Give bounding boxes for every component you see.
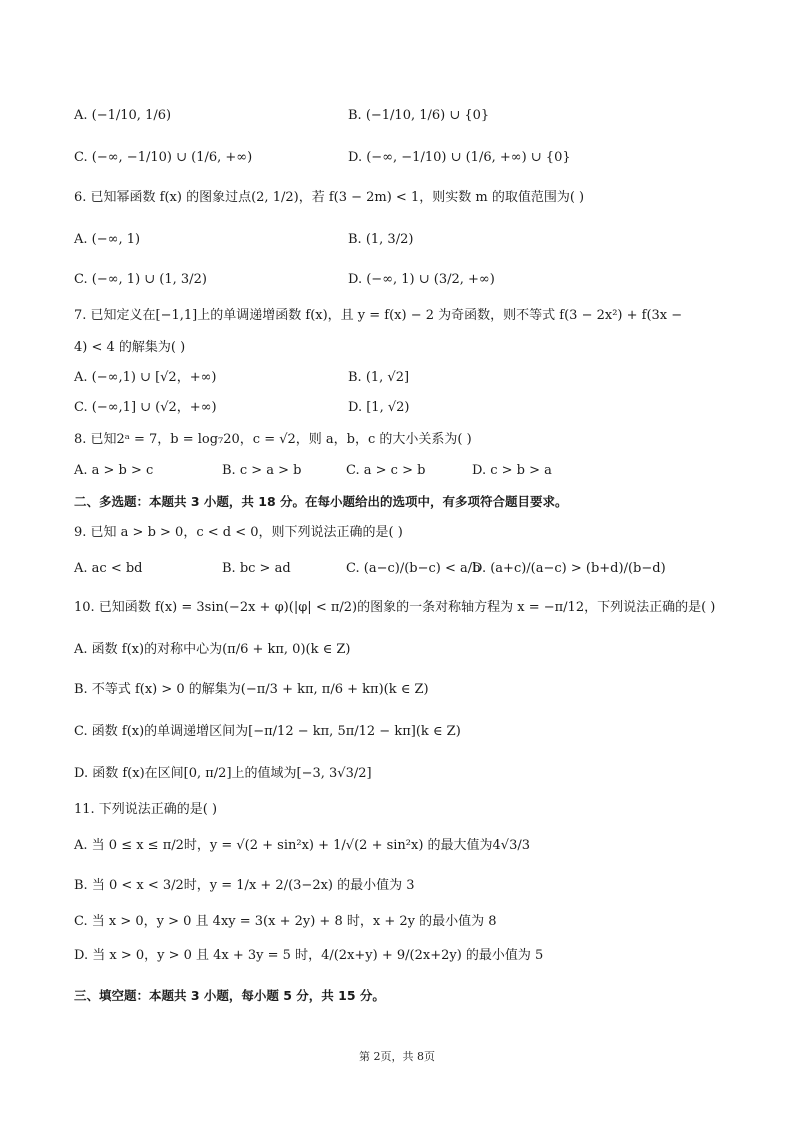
q5-option-d: D. (−∞, −1/10) ∪ (1/6, +∞) ∪ {0}: [348, 150, 571, 165]
q11-option-a: A. 当 0 ≤ x ≤ π/2时，y = √(2 + sin²x) + 1/√(2 + sin²x) 的最大值为4√3/3: [74, 838, 531, 853]
q11-stem: 11. 下列说法正确的是( ): [74, 802, 218, 817]
q7-stem-line1: 7. 已知定义在[−1,1]上的单调递增函数 f(x)，且 y = f(x) − 2 为奇函数，则不等式 f(3 − 2x²) + f(3x −: [74, 308, 683, 323]
q5-option-b: B. (−1/10, 1/6) ∪ {0}: [348, 108, 490, 123]
section-heading-multiple-choice: 二、多选题：本题共 3 小题，共 18 分。在每小题给出的选项中，有多项符合题目要求。: [74, 494, 568, 509]
q9-option-d: D. (a+c)/(a−c) > (b+d)/(b−d): [472, 561, 666, 576]
q10-option-b: B. 不等式 f(x) > 0 的解集为(−π/3 + kπ, π/6 + kπ)(k ∈ Z): [74, 682, 429, 697]
q8-option-d: D. c > b > a: [472, 463, 552, 478]
q8-option-b: B. c > a > b: [222, 463, 302, 478]
q9-option-b: B. bc > ad: [222, 561, 291, 576]
q8-stem: 8. 已知2ᵃ = 7，b = log₇20，c = √2，则 a，b，c 的大小关系为( ): [74, 432, 472, 447]
q7-option-a: A. (−∞,1) ∪ [√2，+∞): [74, 370, 217, 385]
q10-option-a: A. 函数 f(x)的对称中心为(π/6 + kπ, 0)(k ∈ Z): [74, 642, 351, 657]
q5-option-c: C. (−∞, −1/10) ∪ (1/6, +∞): [74, 150, 253, 165]
q8-option-c: C. a > c > b: [346, 463, 426, 478]
section-heading-fill-in: 三、填空题：本题共 3 小题，每小题 5 分，共 15 分。: [74, 988, 385, 1003]
q7-stem-line2: 4) < 4 的解集为( ): [74, 340, 186, 355]
q6-option-c: C. (−∞, 1) ∪ (1, 3/2): [74, 272, 207, 287]
q7-option-c: C. (−∞,1] ∪ (√2，+∞): [74, 400, 217, 415]
q10-stem: 10. 已知函数 f(x) = 3sin(−2x + φ)(|φ| < π/2)的图象的一条对称轴方程为 x = −π/12，下列说法正确的是( ): [74, 600, 716, 615]
q11-option-b: B. 当 0 < x < 3/2时，y = 1/x + 2/(3−2x) 的最小值为 3: [74, 878, 415, 893]
q7-option-b: B. (1, √2]: [348, 370, 410, 385]
q11-option-d: D. 当 x > 0，y > 0 且 4x + 3y = 5 时，4/(2x+y) + 9/(2x+2y) 的最小值为 5: [74, 948, 544, 963]
q6-stem: 6. 已知幂函数 f(x) 的图象过点(2, 1/2)，若 f(3 − 2m) < 1，则实数 m 的取值范围为( ): [74, 190, 585, 205]
q9-stem: 9. 已知 a > b > 0，c < d < 0，则下列说法正确的是( ): [74, 525, 403, 540]
q5-option-a: A. (−1/10, 1/6): [74, 108, 172, 123]
q9-option-a: A. ac < bd: [74, 561, 143, 576]
q6-option-a: A. (−∞, 1): [74, 232, 141, 247]
page-footer: 第 2页，共 8页: [359, 1050, 435, 1063]
q8-option-a: A. a > b > c: [74, 463, 154, 478]
q10-option-c: C. 函数 f(x)的单调递增区间为[−π/12 − kπ, 5π/12 − kπ](k ∈ Z): [74, 724, 461, 739]
q9-option-c: C. (a−c)/(b−c) < a/b: [346, 561, 481, 576]
q6-option-d: D. (−∞, 1) ∪ (3/2, +∞): [348, 272, 495, 287]
q11-option-c: C. 当 x > 0，y > 0 且 4xy = 3(x + 2y) + 8 时，x + 2y 的最小值为 8: [74, 914, 497, 929]
q10-option-d: D. 函数 f(x)在区间[0, π/2]上的值域为[−3, 3√3/2]: [74, 766, 372, 781]
q6-option-b: B. (1, 3/2): [348, 232, 414, 247]
q7-option-d: D. [1, √2): [348, 400, 410, 415]
